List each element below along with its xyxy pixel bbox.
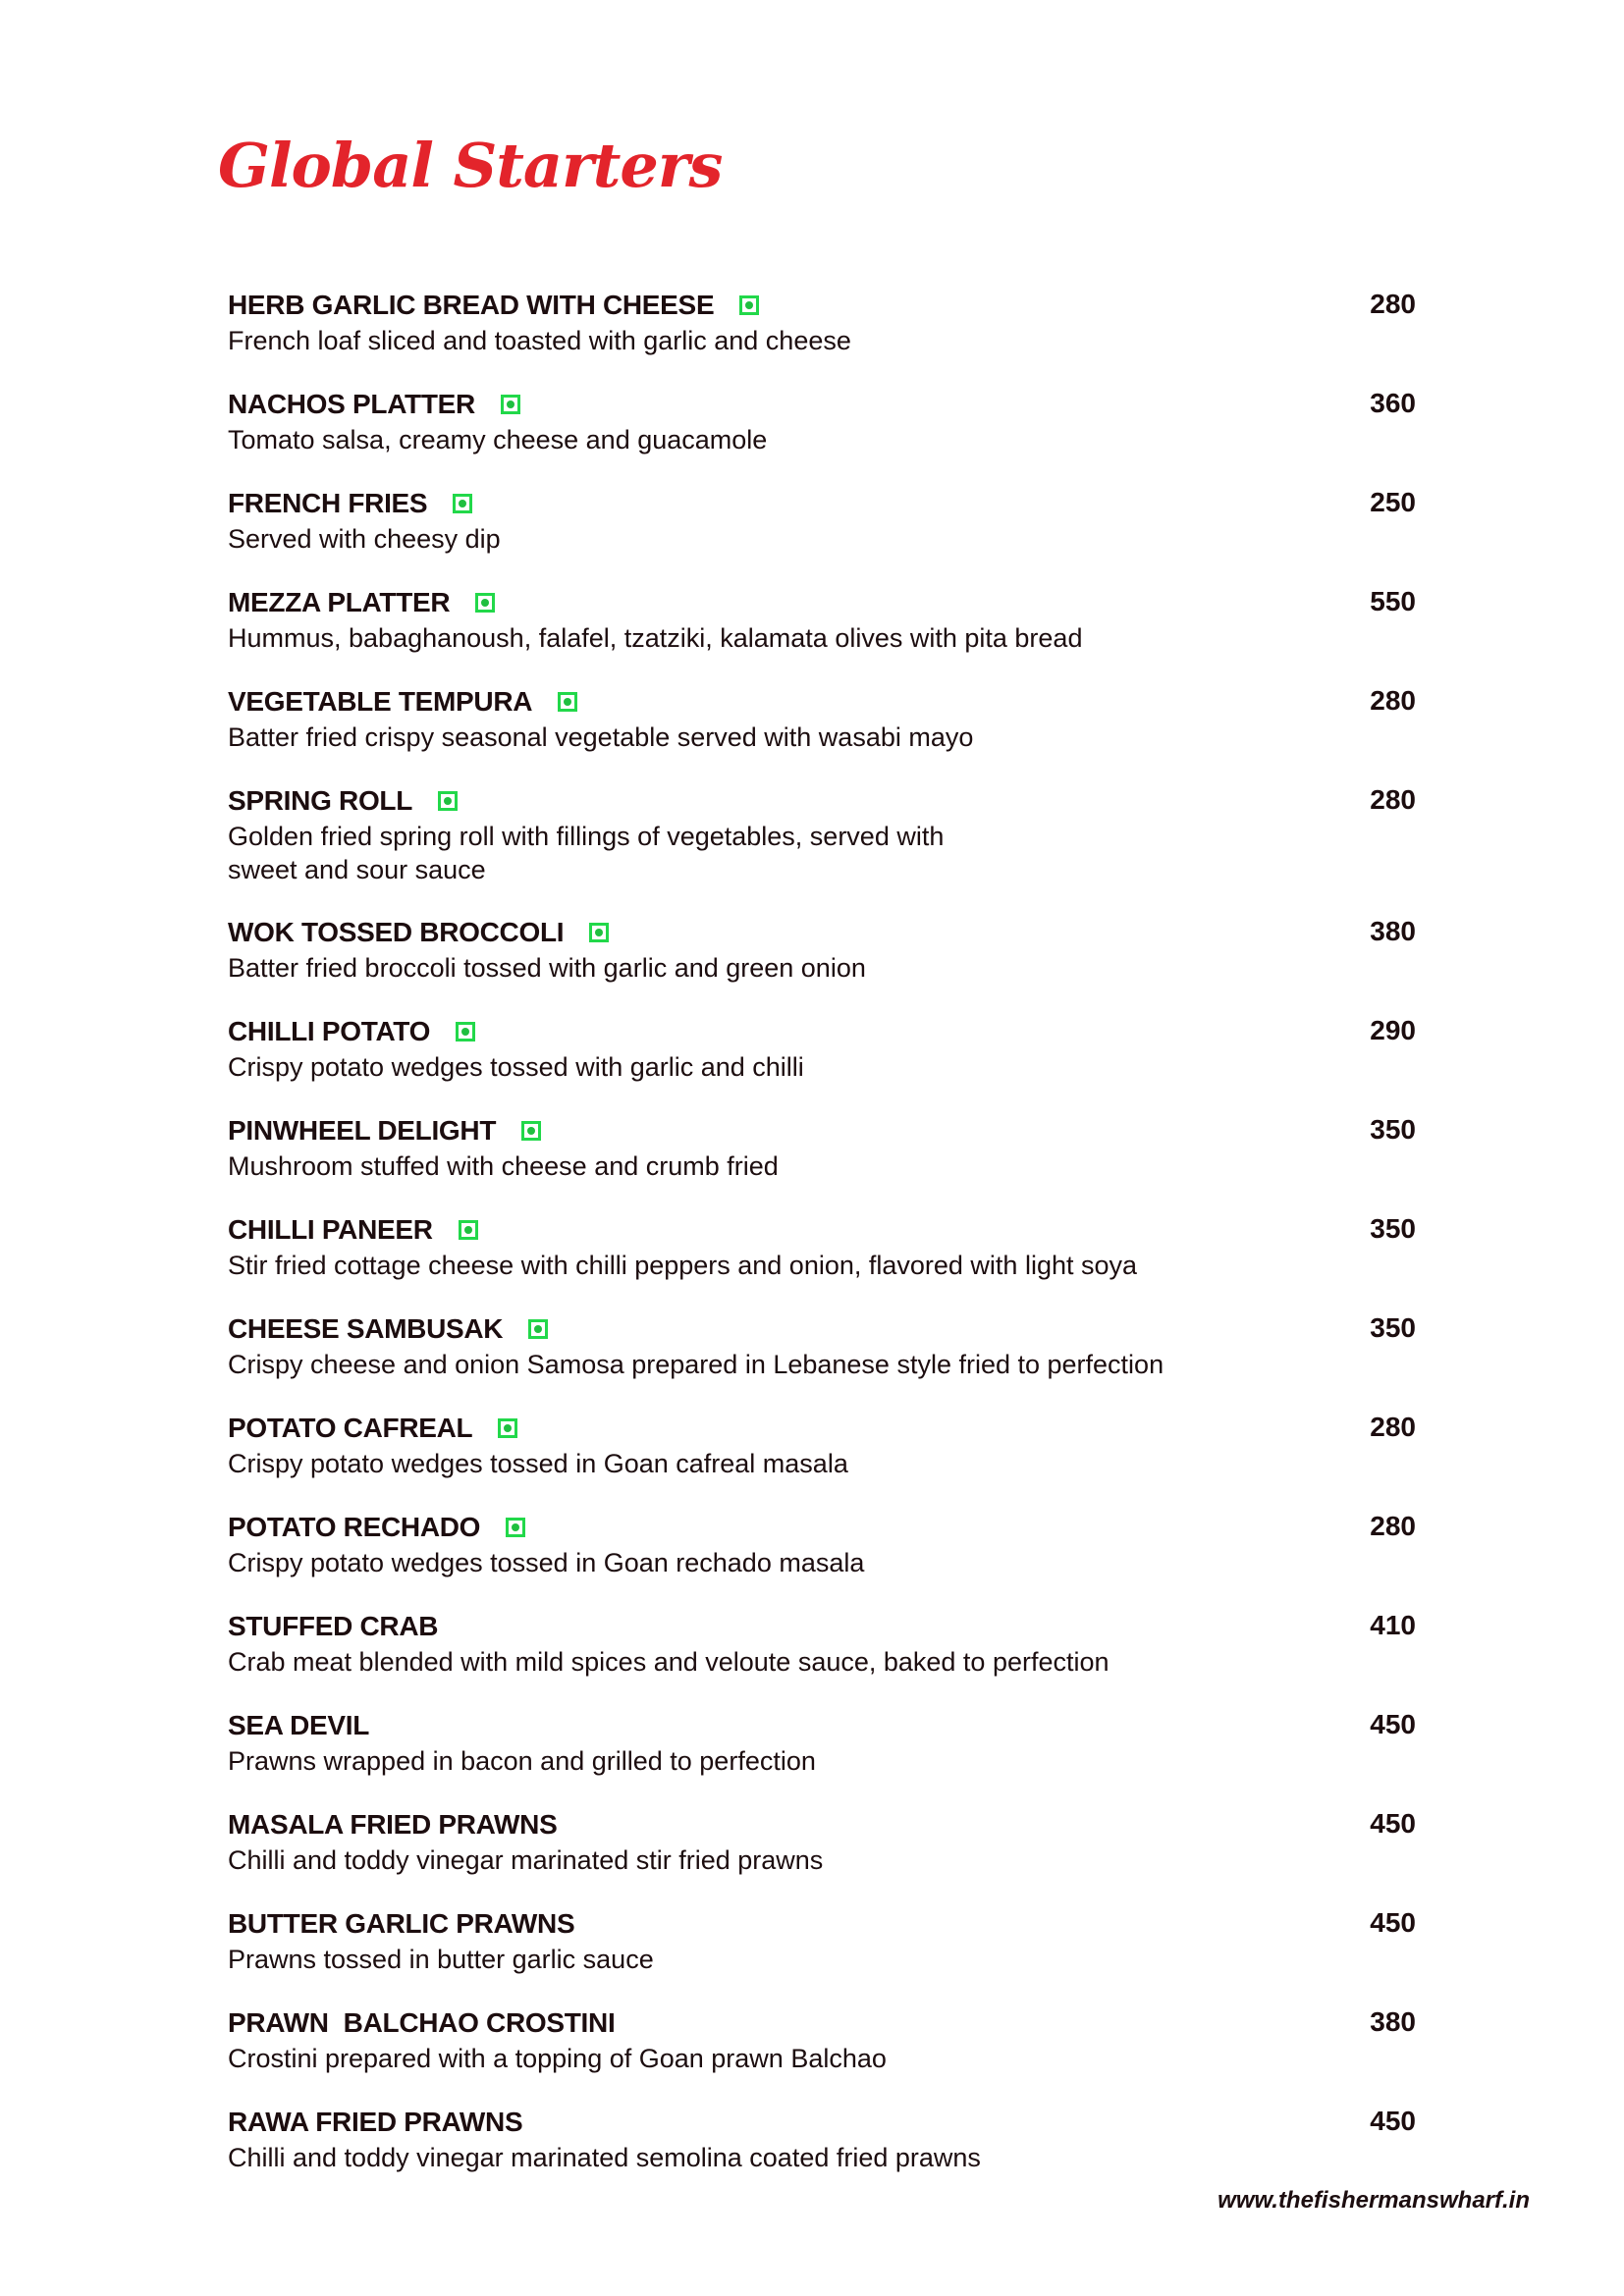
item-description: Batter fried broccoli tossed with garlic and green onion [228, 953, 866, 983]
veg-marker-icon [501, 395, 520, 414]
menu-item [228, 1211, 1416, 1310]
item-description: Hummus, babaghanoush, falafel, tzatziki, kalamata olives with pita bread [228, 623, 1083, 653]
veg-marker-icon [739, 295, 759, 315]
menu-list [228, 287, 1416, 2203]
item-description: Chilli and toddy vinegar marinated stir fried prawns [228, 1845, 824, 1875]
veg-marker-icon [589, 923, 609, 942]
menu-item [228, 1905, 1416, 2004]
menu-item [228, 1806, 1416, 1905]
item-price: 280 [1370, 1412, 1416, 1442]
item-price: 280 [1370, 685, 1416, 716]
item-description-continued: sweet and sour sauce [228, 855, 486, 884]
veg-marker-icon [475, 593, 495, 613]
menu-item [228, 683, 1416, 782]
item-price: 280 [1370, 289, 1416, 319]
item-description: Served with cheesy dip [228, 524, 501, 554]
item-name: PINWHEEL DELIGHT [228, 1115, 497, 1146]
item-name: WOK TOSSED BROCCOLI [228, 917, 565, 947]
menu-item [228, 782, 1416, 914]
item-price: 290 [1370, 1015, 1416, 1045]
item-price: 450 [1370, 1907, 1416, 1938]
page-title: Global Starters [218, 130, 723, 201]
item-name: STUFFED CRAB [228, 1611, 439, 1641]
veg-marker-icon [558, 692, 577, 712]
item-description: Crab meat blended with mild spices and veloute sauce, baked to perfection [228, 1647, 1110, 1677]
item-name: HERB GARLIC BREAD WITH CHEESE [228, 290, 715, 320]
item-price: 450 [1370, 2106, 1416, 2136]
item-name: NACHOS PLATTER [228, 389, 475, 419]
veg-marker-icon [453, 494, 472, 513]
item-description: Batter fried crispy seasonal vegetable served with wasabi mayo [228, 722, 974, 752]
item-name: CHEESE SAMBUSAK [228, 1313, 504, 1344]
menu-item [228, 1608, 1416, 1707]
item-name: RAWA FRIED PRAWNS [228, 2107, 523, 2137]
item-name: VEGETABLE TEMPURA [228, 686, 533, 717]
item-description: Crispy potato wedges tossed in Goan cafreal masala [228, 1449, 848, 1478]
menu-item [228, 1310, 1416, 1410]
menu-item [228, 485, 1416, 584]
item-description: Crispy potato wedges tossed with garlic and chilli [228, 1052, 804, 1082]
item-description: Crostini prepared with a topping of Goan prawn Balchao [228, 2044, 887, 2073]
item-description: Crispy potato wedges tossed in Goan rechado masala [228, 1548, 865, 1577]
item-name: MASALA FRIED PRAWNS [228, 1809, 558, 1840]
item-price: 550 [1370, 586, 1416, 616]
menu-item [228, 1112, 1416, 1211]
item-description: Crispy cheese and onion Samosa prepared in Lebanese style fried to perfection [228, 1350, 1164, 1379]
item-price: 350 [1370, 1213, 1416, 1244]
item-price: 380 [1370, 2006, 1416, 2037]
item-price: 280 [1370, 784, 1416, 815]
item-price: 250 [1370, 487, 1416, 517]
item-description: Stir fried cottage cheese with chilli peppers and onion, flavored with light soya [228, 1251, 1138, 1280]
item-name: SPRING ROLL [228, 785, 413, 816]
item-price: 450 [1370, 1709, 1416, 1739]
veg-marker-icon [456, 1022, 475, 1041]
item-price: 450 [1370, 1808, 1416, 1839]
menu-item [228, 914, 1416, 1013]
item-description: French loaf sliced and toasted with garlic and cheese [228, 326, 851, 355]
item-name: FRENCH FRIES [228, 488, 428, 518]
menu-item [228, 1509, 1416, 1608]
item-name: CHILLI POTATO [228, 1016, 431, 1046]
item-description: Mushroom stuffed with cheese and crumb fried [228, 1151, 779, 1181]
item-name: CHILLI PANEER [228, 1214, 433, 1245]
item-price: 350 [1370, 1114, 1416, 1145]
menu-item [228, 287, 1416, 386]
item-price: 410 [1370, 1610, 1416, 1640]
menu-item [228, 1013, 1416, 1112]
item-description: Golden fried spring roll with fillings of vegetables, served with [228, 822, 945, 851]
menu-item [228, 2004, 1416, 2104]
item-description: Chilli and toddy vinegar marinated semolina coated fried prawns [228, 2143, 981, 2172]
item-description: Tomato salsa, creamy cheese and guacamole [228, 425, 768, 454]
item-name: MEZZA PLATTER [228, 587, 451, 617]
veg-marker-icon [528, 1319, 548, 1339]
item-price: 360 [1370, 388, 1416, 418]
menu-item [228, 1410, 1416, 1509]
veg-marker-icon [438, 791, 458, 811]
item-name: POTATO CAFREAL [228, 1413, 473, 1443]
item-name: PRAWN BALCHAO CROSTINI [228, 2007, 616, 2038]
item-price: 350 [1370, 1312, 1416, 1343]
menu-item [228, 584, 1416, 683]
veg-marker-icon [498, 1418, 517, 1438]
item-price: 380 [1370, 916, 1416, 946]
veg-marker-icon [459, 1220, 478, 1240]
item-price: 280 [1370, 1511, 1416, 1541]
item-name: BUTTER GARLIC PRAWNS [228, 1908, 575, 1939]
menu-item [228, 386, 1416, 485]
veg-marker-icon [506, 1518, 525, 1537]
item-description: Prawns wrapped in bacon and grilled to perfection [228, 1746, 816, 1776]
veg-marker-icon [521, 1121, 541, 1141]
item-name: POTATO RECHADO [228, 1512, 481, 1542]
item-description: Prawns tossed in butter garlic sauce [228, 1945, 654, 1974]
menu-item [228, 1707, 1416, 1806]
website-link[interactable]: www.thefishermanswharf.in [1218, 2187, 1530, 2214]
item-name: SEA DEVIL [228, 1710, 370, 1740]
